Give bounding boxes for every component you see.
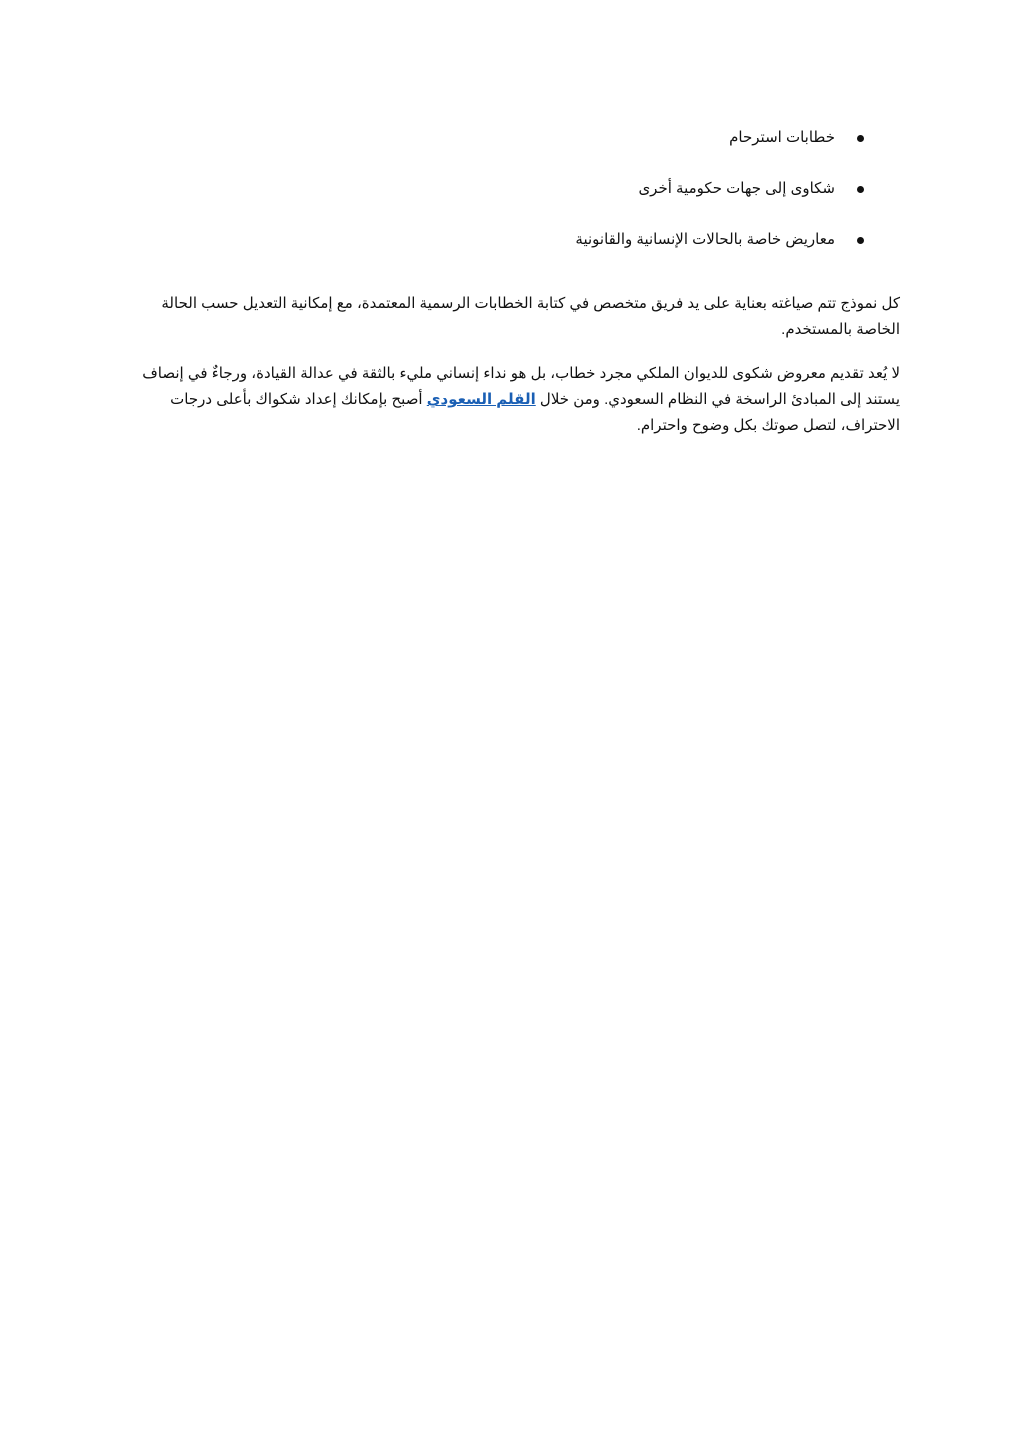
list-item-text: خطابات استرحام xyxy=(729,129,835,146)
bullet-list xyxy=(575,112,864,265)
paragraph-text-before-link: لا يُعد تقديم معروض شكوى للديوان الملكي مجرد خطاب، بل هو نداء إنساني مليء بالثقة في عدالة القيادة، ورجاءٌ في إنصاف يستند إلى المبادئ الراسخة في النظام السعودي. ومن خلال xyxy=(142,365,900,408)
list-item xyxy=(575,112,864,163)
list-item xyxy=(575,214,864,265)
list-item xyxy=(575,163,864,214)
brand-link[interactable]: القلم السعودي xyxy=(426,391,536,408)
paragraph-templates: كل نموذج تتم صياغته بعناية على يد فريق متخصص في كتابة الخطابات الرسمية المعتمدة، مع إمكانية التعديل حسب الحالة الخاصة بالمستخدم. xyxy=(161,295,900,338)
bullet-icon xyxy=(857,186,864,193)
list-item-text: شكاوى إلى جهات حكومية أخرى xyxy=(638,180,835,197)
paragraph-text-after-link: أصبح بإمكانك إعداد شكواك بأعلى درجات الاحتراف، لتصل صوتك بكل وضوح واحترام. xyxy=(170,391,900,434)
paragraph-complaint xyxy=(120,361,900,439)
bullet-icon xyxy=(857,237,864,244)
bullet-icon xyxy=(857,135,864,142)
list-item-text: معاريض خاصة بالحالات الإنسانية والقانونية xyxy=(575,231,835,248)
